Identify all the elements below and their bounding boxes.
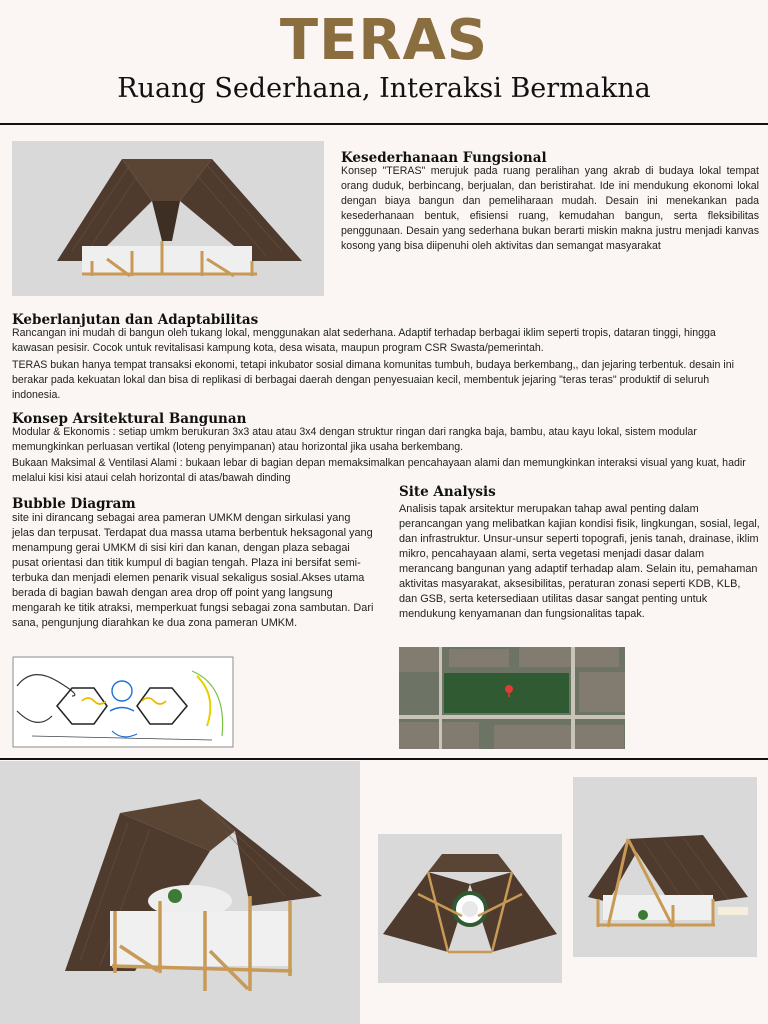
bubble-heading: Bubble Diagram: [12, 496, 136, 512]
site-heading: Site Analysis: [399, 484, 496, 500]
keberlanjutan-heading: Keberlanjutan dan Adaptabilitas: [12, 312, 259, 328]
pavilion-render-top-view: [378, 834, 562, 983]
konsep-paragraph-2: Bukaan Maksimal & Ventilasi Alami : bukaan lebar di bagian depan memaksimalkan pencahayaan alami dan memungkinkan interaksi visual yang kuat, hadir melalui kisi kisi ataui celah horizontal di atas/bawah dinding: [12, 457, 746, 484]
kesederhanaan-heading: Kesederhanaan Fungsional: [341, 150, 547, 166]
kesederhanaan-text: Konsep "TERAS" merujuk pada ruang peralihan yang akrab di budaya lokal tempat orang duduk, berbincang, berjualan, dan beristirahat. Ide ini mendukung ekonomi lokal dengan biaya bangun dan pemeliharaan mudah. Desain ini menekankan pada kesederhanaan bentuk, efisiensi ruang, kemudahan bangun, serta fleksibilitas penggunaan. Desain yang sederhana bukan berarti miskin makna justru menjadi kanvas kosong yang bisa diipenuhi oleh aktivitas dan semangat masyarakat: [341, 165, 759, 252]
page-title: TERAS: [279, 8, 489, 73]
keberlanjutan-paragraph-2: TERAS bukan hanya tempat transaksi ekonomi, tetapi inkubator sosial dimana komunitas tumbuh, budaya berkembang,, dan jejaring terbentuk. desain ini berakar pada kekuatan lokal dan bisa di replikasi di berbagai daerah dengan penyesuaian kecil, membentuk jejaring "teras teras" produktif di seluruh indonesia.: [12, 359, 734, 401]
page-subtitle: Ruang Sederhana, Interaksi Bermakna: [117, 73, 651, 104]
pavilion-render-side-view: [573, 777, 757, 957]
konsep-paragraph-1: Modular & Ekonomis : setiap umkm berukuran 3x3 atau atau 3x4 dengan struktur ringan dari rangka baja, bambu, atau kayu lokal, sistem modular memungkinkan perluasan vertikal (loteng penyimpanan) atau horizontal jika usaha berkembang.: [12, 426, 697, 453]
header-divider: [0, 123, 768, 125]
bubble-diagram-sketch: [12, 656, 234, 748]
site-map: [399, 647, 625, 749]
site-text: Analisis tapak arsitektur merupakan tahap awal penting dalam perancangan yang melibatkan kajian kondisi fisik, lingkungan, sosial, legal, dan infrastruktur. Unsur-unsur seperti topografi, jenis tanah, drainase, iklim mikro, pencahayaan alami, serta vegetasi menjadi dasar dalam merancang bangunan yang adaptif terhadap alam. Selain itu, pemahaman aktivitas masyarakat, aksesibilitas, peraturan zonasi seperti KDB, KLB, dan GSB, serta ketersediaan utilitas dasar sangat penting untuk mendukung kenyamanan dan fungsionalitas tapak.: [399, 503, 760, 620]
bottom-divider: [0, 758, 768, 760]
bubble-text: site ini dirancang sebagai area pameran UMKM dengan sirkulasi yang jelas dan terpusat. Terdapat dua massa utama berbentuk heksagonal yang menampung gerai UMKM di sisi kiri dan kanan, dengan plaza sebagai pusat orientasi dan titik kumpul di bagian tengah. Plaza ini bersifat semi-terbuka dan menjadi elemen penarik visual sekaligus sosial.Akses utama berada di bagian bawah dengan area drop off point yang langsung mengarah ke titik atraksi, memperkuat fungsi sebagai zona sambutan. Dari sana, pengunjung diarahkan ke dua zona pameran UMKM.: [12, 512, 374, 629]
keberlanjutan-paragraph-1: Rancangan ini mudah di bangun oleh tukang lokal, menggunakan alat sederhana. Adaptif terhadap berbagai iklim seperti tropis, dataran tinggi, hingga kawasan pesisir. Cocok untuk revitalisasi kampung kota, desa wisata, maupun program CSR Swasta/pemerintah.: [12, 327, 716, 354]
konsep-heading: Konsep Arsitektural Bangunan: [12, 411, 247, 427]
pavilion-render-perspective: [0, 761, 360, 1024]
pavilion-render-top: [12, 141, 324, 296]
